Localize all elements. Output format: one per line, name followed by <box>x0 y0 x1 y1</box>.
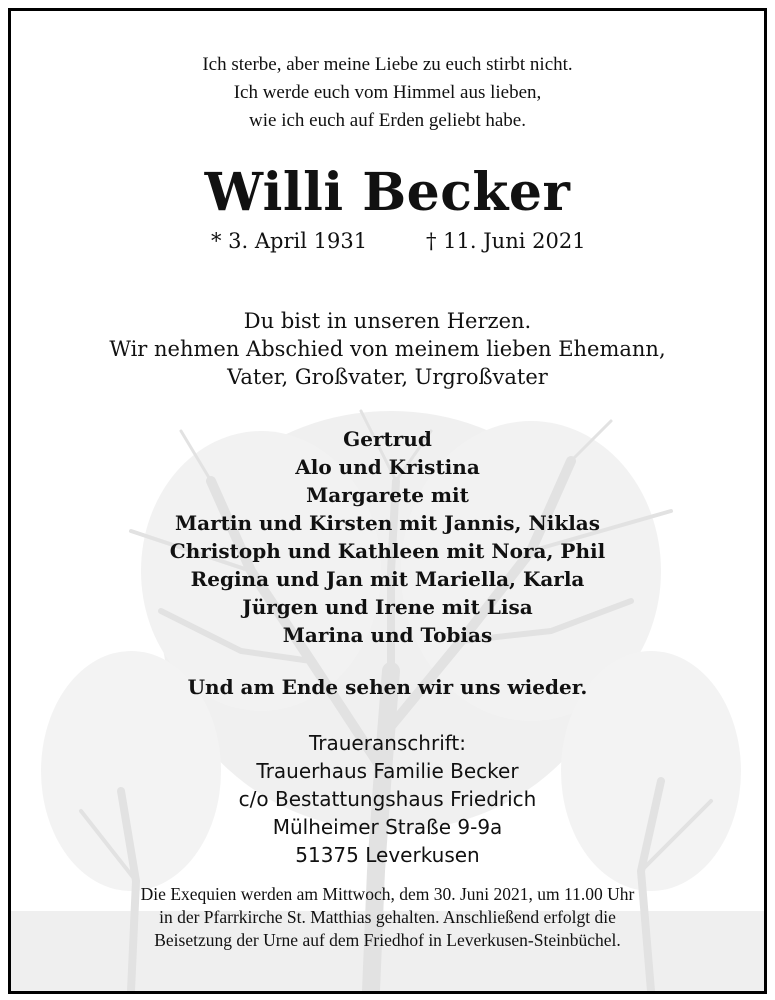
mourners-list <box>11 425 764 649</box>
mourner-line: Regina und Jan mit Mariella, Karla <box>190 567 585 591</box>
mourner-line: Jürgen und Irene mit Lisa <box>242 595 533 619</box>
motto-line: Ich sterbe, aber meine Liebe zu euch stirbt nicht. <box>202 54 573 75</box>
motto-verse <box>11 51 764 135</box>
mourner-line: Marina und Tobias <box>282 623 493 647</box>
farewell-text <box>11 307 764 391</box>
closing-line: Und am Ende sehen wir uns wieder. <box>187 675 588 699</box>
mourning-address <box>11 729 764 869</box>
address-line: 51375 Leverkusen <box>295 843 480 867</box>
address-line: c/o Bestattungshaus Friedrich <box>238 787 537 811</box>
service-details <box>11 883 764 952</box>
birth-date: * 3. April 1931 <box>211 229 368 253</box>
farewell-line: Wir nehmen Abschied von meinem lieben Ehemann, <box>109 337 666 361</box>
mourner-line: Gertrud <box>343 427 432 451</box>
death-date: † 11. Juni 2021 <box>426 229 586 253</box>
address-label: Traueranschrift: <box>308 731 467 755</box>
address-line: Trauerhaus Familie Becker <box>256 759 519 783</box>
deceased-name: Willi Becker <box>204 162 571 223</box>
life-dates <box>11 229 764 259</box>
motto-line: Ich werde euch vom Himmel aus lieben, <box>233 82 542 103</box>
service-line: Die Exequien werden am Mittwoch, dem 30. Juni 2021, um 11.00 Uhr <box>140 884 635 904</box>
mourner-line: Margarete mit <box>306 483 469 507</box>
farewell-line: Vater, Großvater, Urgroßvater <box>227 365 548 389</box>
motto-line: wie ich euch auf Erden geliebt habe. <box>249 110 526 131</box>
mourner-line: Alo und Kristina <box>295 455 480 479</box>
mourner-line: Martin und Kirsten mit Jannis, Niklas <box>174 511 601 535</box>
mourner-line: Christoph und Kathleen mit Nora, Phil <box>169 539 606 563</box>
address-line: Mülheimer Straße 9-9a <box>272 815 503 839</box>
obituary-card <box>8 8 767 994</box>
service-line: in der Pfarrkirche St. Matthias gehalten. Anschließend erfolgt die <box>159 907 616 927</box>
service-line: Beisetzung der Urne auf dem Friedhof in Leverkusen-Steinbüchel. <box>154 930 621 950</box>
farewell-line: Du bist in unseren Herzen. <box>243 309 532 333</box>
